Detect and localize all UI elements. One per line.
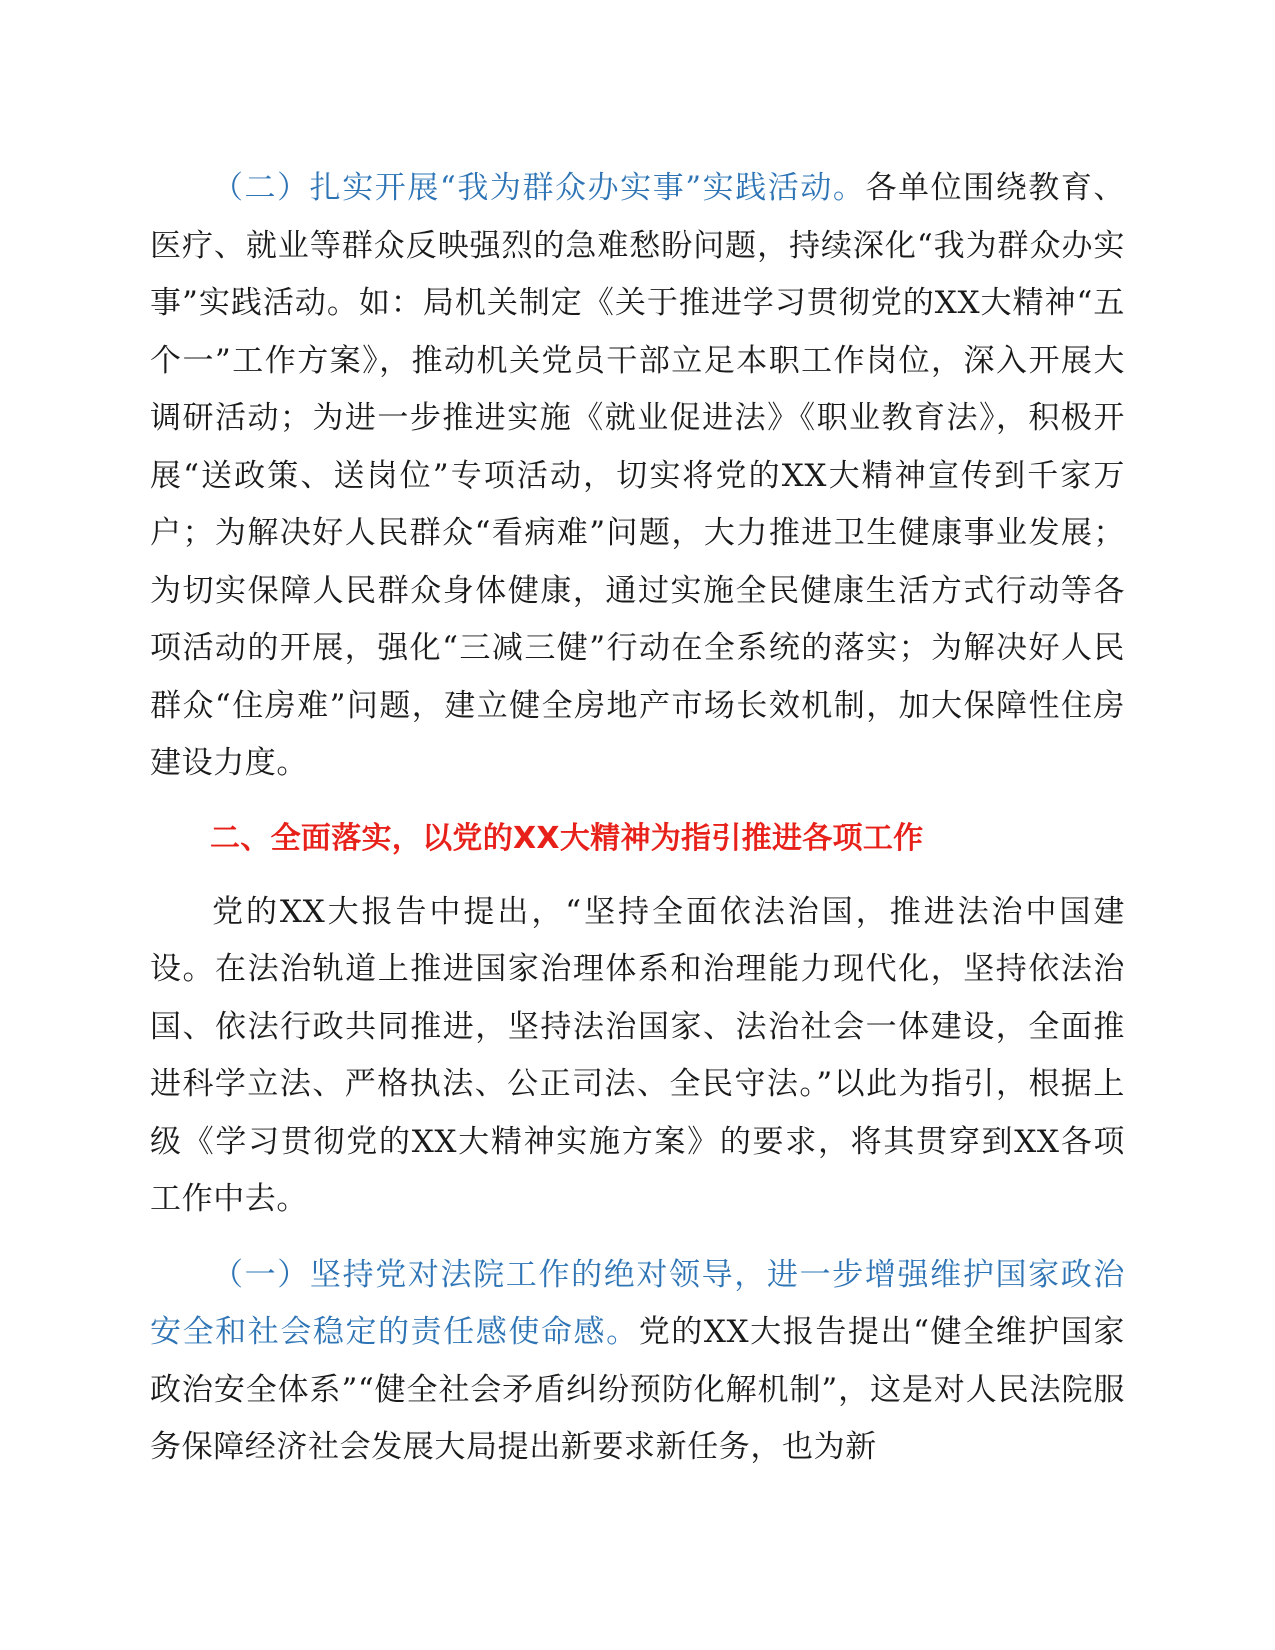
paragraph-body: 党的XX大报告提出“健全维护国家政治安全体系”“健全社会矛盾纠纷预防化解机制”，这是对人民法院服务保障经济社会发展大局提出新要求新任务，也为新	[150, 1314, 1126, 1465]
paragraph-gap	[150, 1229, 1125, 1247]
paragraph-body: 各单位围绕教育、医疗、就业等群众反映强烈的急难愁盼问题，持续深化“我为群众办实事”实践活动。如：局机关制定《关于推进学习贯彻党的XX大精神“五个一”工作方案》，推动机关党员干部立足本职工作岗位，深入开展大调研活动；为进一步推进实施《就业促进法》《职业教育法》，积极开展“送政策、送岗位”专项活动，切实将党的XX大精神宣传到千家万户；为解决好人民群众“看病难”问题，大力推进卫生健康事业发展；为切实保障人民群众身体健康，通过实施全民健康生活方式行动等各项活动的开展，强化“三减三健”行动在全系统的落实；为解决好人民群众“住房难”问题，建立健全房地产市场长效机制，加大保障性住房建设力度。	[150, 170, 1125, 781]
paragraph-rule-of-law	[150, 884, 1125, 1229]
document-page	[150, 160, 1125, 1477]
sub-heading-one: （一）坚持党对法院工作的绝对领导，进一步增强维护国家政治安全和社会稳定的责任感使命感。	[150, 1256, 1125, 1350]
sub-heading-two: （二）扎实开展“我为群众办实事”实践活动。	[212, 170, 866, 206]
paragraph-body: 党的XX大报告中提出，“坚持全面依法治国，推进法治中国建设。在法治轨道上推进国家治理体系和治理能力现代化，坚持依法治国、依法行政共同推进，坚持法治国家、法治社会一体建设，全面推进科学立法、严格执法、公正司法、全民守法。”以此为指引，根据上级《学习贯彻党的XX大精神实施方案》的要求，将其贯穿到XX各项工作中去。	[150, 893, 1125, 1217]
section-heading-two: 二、全面落实，以党的XX大精神为指引推进各项工作	[210, 820, 924, 856]
paragraph-party-leadership	[150, 1247, 1125, 1477]
paragraph-practice-activities	[150, 160, 1125, 793]
